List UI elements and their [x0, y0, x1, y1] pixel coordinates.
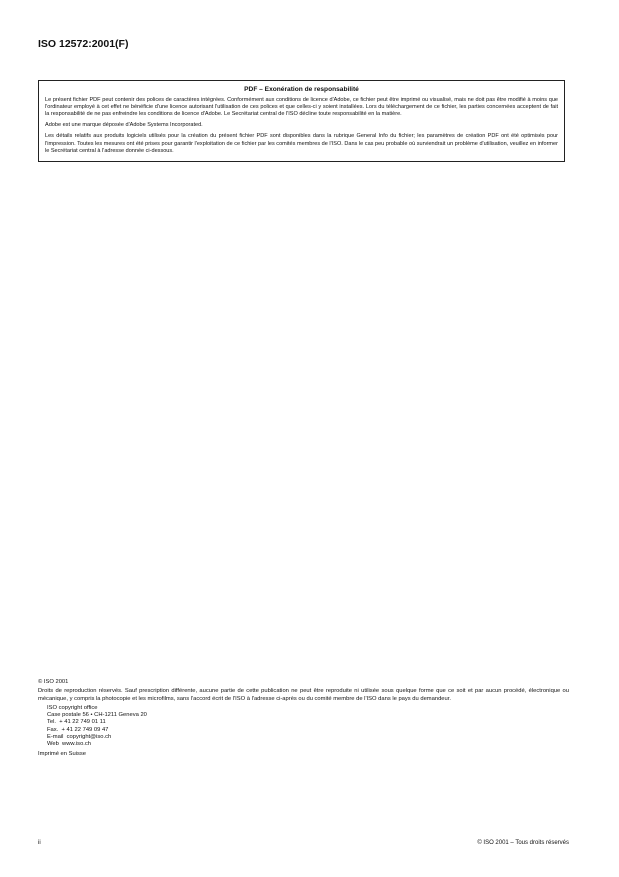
office-tel: Tel. + 41 22 749 01 11 [47, 719, 106, 726]
office-name: ISO copyright office [47, 704, 98, 711]
office-email: E-mail copyright@iso.ch [47, 734, 112, 741]
disclaimer-paragraph-fonts: Le présent fichier PDF peut contenir des polices de caractères intégrées. Conformément aux conditions de licence d'Adobe, ce fichier peut être imprimé ou visualisé, mais ne doit pas être modifié à moins que l'ordinateur employé à cet effet ne bénéficie d'une licence autorisant l'utilisation de ces polices et que celles-ci y soient installées. Lors du téléchargement de ce fichier, les parties concernées acceptent de fait la responsabilité de ne pas enfreindre les conditions de licence d'Adobe. Le Secrétariat central de l'ISO décline toute responsabilité en la matière. [45, 97, 558, 118]
document-id: ISO 12572:2001(F) [38, 38, 129, 50]
copyright-rights-text: Droits de reproduction réservés. Sauf prescription différente, aucune partie de cette publication ne peut être reproduite ni utilisée sous quelque forme que ce soit et par aucun procédé, électronique ou mécanique, y compris la photocopie et les microfilms, sans l'accord écrit de l'ISO à l'adresse ci-après ou du comité membre de l'ISO dans le pays du demandeur. [38, 688, 569, 702]
footer-rights: © ISO 2001 – Tous droits réservés [477, 840, 569, 846]
disclaimer-title: PDF – Exonération de responsabilité [244, 86, 359, 93]
copyright-office-address [38, 705, 569, 749]
office-address: Case postale 56 • CH-1211 Geneva 20 [47, 712, 147, 719]
printed-in: Imprimé en Suisse [38, 750, 87, 757]
disclaimer-paragraph-trademark: Adobe est une marque déposée d'Adobe Systems Incorporated. [45, 122, 203, 129]
disclaimer-paragraph-details: Les détails relatifs aux produits logiciels utilisés pour la création du présent fichier PDF sont disponibles dans la rubrique General Info du fichier; les paramètres de création PDF ont été optimisés pour l'impression. Toutes les mesures ont été prises pour garantir l'exploitation de ce fichier par les comités membres de l'ISO. Dans le cas peu probable où surviendrait un problème d'utilisation, veuillez en informer le Secrétariat central à l'adresse donnée ci-dessous. [45, 133, 558, 154]
pdf-disclaimer-box [38, 80, 565, 162]
copyright-block [38, 679, 569, 758]
office-web: Web www.iso.ch [47, 741, 92, 748]
office-fax: Fax. + 41 22 749 09 47 [47, 726, 109, 733]
page-number: ii [38, 840, 41, 846]
copyright-symbol-line: © ISO 2001 [38, 679, 69, 685]
